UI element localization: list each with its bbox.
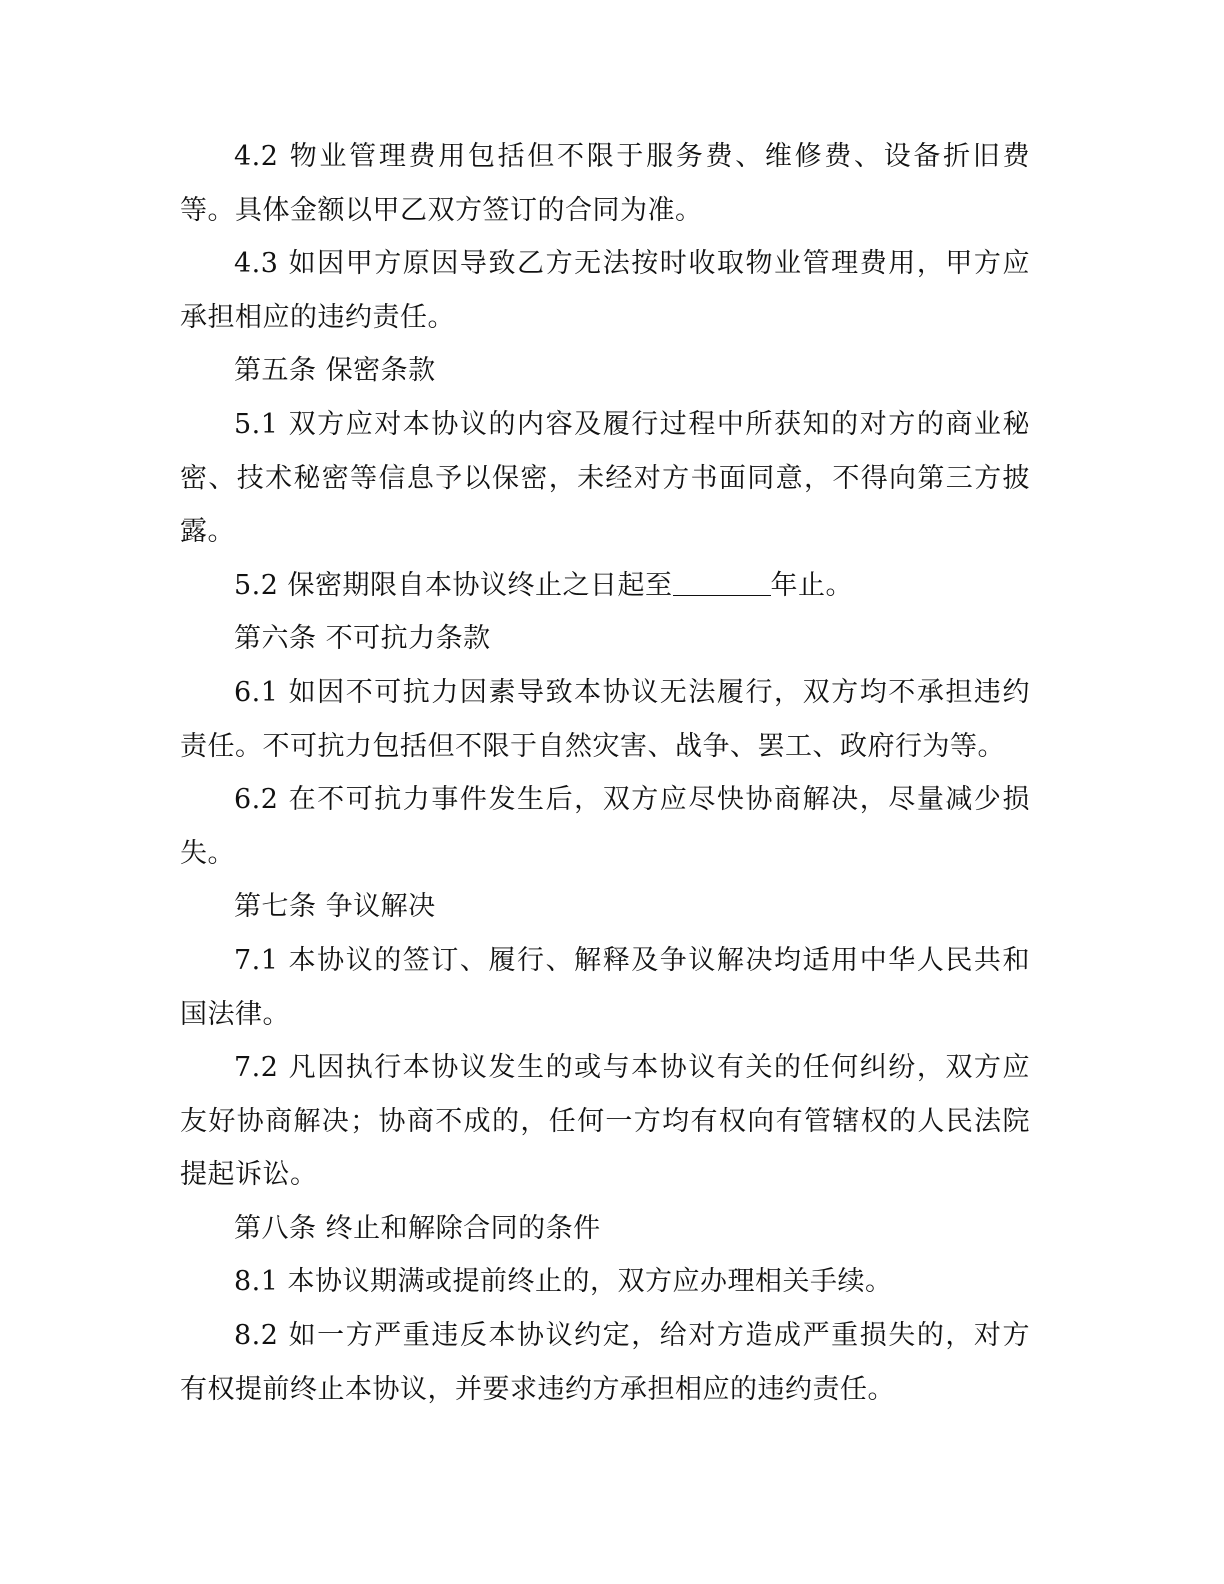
clause-7-2: 7.2 凡因执行本协议发生的或与本协议有关的任何纠纷，双方应友好协商解决；协商不成的，任何一方均有权向有管辖权的人民法院提起诉讼。 xyxy=(180,1052,1030,1191)
fill-in-blank-years xyxy=(673,561,771,596)
document-page xyxy=(180,130,1030,1416)
clause-5-2-text-before: 5.2 保密期限自本协议终止之日起至 xyxy=(234,569,673,601)
article-6-heading: 第六条 不可抗力条款 xyxy=(234,623,491,655)
clause-6-1: 6.1 如因不可抗力因素导致本协议无法履行，双方均不承担违约责任。不可抗力包括但不限于自然灾害、战争、罢工、政府行为等。 xyxy=(180,676,1030,762)
clause-5-2-text-after: 年止。 xyxy=(770,569,854,601)
clause-4-2: 4.2 物业管理费用包括但不限于服务费、维修费、设备折旧费等。具体金额以甲乙双方签订的合同为准。 xyxy=(180,141,1030,226)
article-5-heading: 第五条 保密条款 xyxy=(234,355,436,387)
clause-8-1: 8.1 本协议期满或提前终止的，双方应办理相关手续。 xyxy=(234,1266,893,1298)
clause-5-2 xyxy=(180,559,1030,613)
clause-6-2: 6.2 在不可抗力事件发生后，双方应尽快协商解决，尽量减少损失。 xyxy=(180,784,1030,869)
clause-8-2: 8.2 如一方严重违反本协议约定，给对方造成严重损失的，对方有权提前终止本协议，并要求违约方承担相应的违约责任。 xyxy=(180,1320,1030,1405)
clause-5-1: 5.1 双方应对本协议的内容及履行过程中所获知的对方的商业秘密、技术秘密等信息予以保密，未经对方书面同意，不得向第三方披露。 xyxy=(180,408,1030,548)
clause-4-3: 4.3 如因甲方原因导致乙方无法按时收取物业管理费用，甲方应承担相应的违约责任。 xyxy=(180,248,1030,333)
article-8-heading: 第八条 终止和解除合同的条件 xyxy=(234,1212,601,1244)
clause-7-1: 7.1 本协议的签订、履行、解释及争议解决均适用中华人民共和国法律。 xyxy=(180,944,1030,1030)
article-7-heading: 第七条 争议解决 xyxy=(234,891,436,923)
